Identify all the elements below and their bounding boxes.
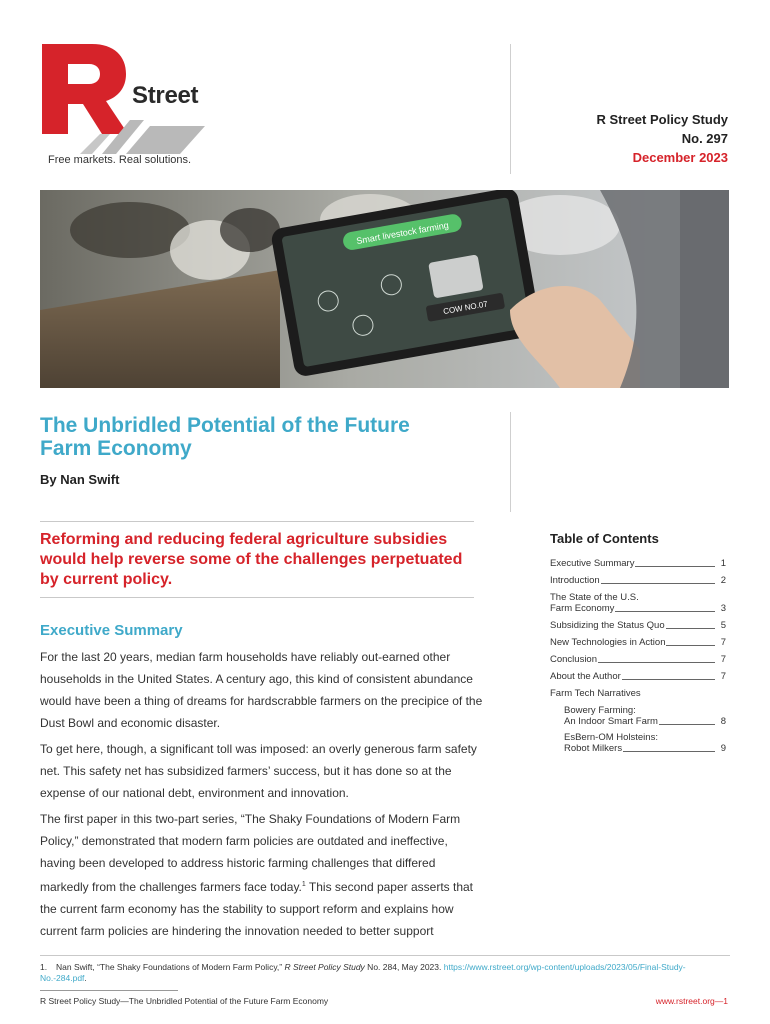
footnote-1	[40, 962, 730, 984]
toc-item-esbern[interactable]	[550, 743, 726, 754]
hero-image	[40, 190, 729, 388]
footnote-text-b: No. 284, May 2023.	[364, 962, 444, 972]
footnote-link[interactable]: https://www.rstreet.org/wp-content/uploads/2023/05/Final-Study-No.-284.pdf	[40, 962, 686, 983]
toc-page: 7	[720, 671, 726, 682]
toc-label: New Technologies in Action	[550, 637, 666, 648]
logo-word: Street	[132, 82, 199, 109]
toc-label: Executive Summary	[550, 558, 635, 569]
toc-item-executive-summary[interactable]	[550, 558, 726, 569]
footnote-number: 1.	[40, 962, 48, 972]
tablet-cow-label: COW NO.07	[442, 299, 489, 317]
toc-leader	[615, 611, 715, 612]
pullquote-rule-top	[40, 521, 474, 522]
toc-leader	[659, 724, 715, 725]
toc-page: 9	[720, 743, 726, 754]
toc-label: Robot Milkers	[564, 743, 623, 754]
study-block	[597, 110, 728, 167]
footnote-ref-1[interactable]: 1	[301, 881, 306, 888]
toc-item-state-of-farm-economy[interactable]	[550, 603, 726, 614]
hero-illustration	[40, 190, 729, 388]
toc-heading: Table of Contents	[550, 531, 659, 546]
pullquote: Reforming and reducing federal agriculture subsidies would help reverse some of the challenges perpetuated by current policy.	[40, 531, 463, 588]
paragraph-1: For the last 20 years, median farm households have reliably out-earned other households in the United States. A century ago, this kind of consistent abundance would have been a thing of dreams for hardscrabble farmers on the precipice of the Dust Bowl and economic disaster.	[40, 650, 483, 730]
study-number: No. 297	[681, 131, 728, 146]
tagline: Free markets. Real solutions.	[48, 154, 192, 166]
toc-leader	[635, 566, 715, 567]
paragraph-3-part-a: The first paper in this two-part series, “The Shaky Foundations of Modern Farm Policy,” demonstrated that modern farm policies are outdated and ineffective, having been developed to address historic farming challenges that differed markedly from the challenges farmers face today.	[40, 812, 461, 894]
tablet-screen-title: Smart livestock farming	[355, 219, 450, 247]
toc-page: 1	[720, 558, 726, 569]
toc-label: An Indoor Smart Farm	[564, 716, 658, 727]
paragraph-3-part-b: This second paper asserts that the current farm economy has the stability to support reform and explains how current farm policies are hindering the innovation needed to better support	[40, 880, 473, 938]
toc-leader	[666, 628, 715, 629]
toc-page: 7	[720, 654, 726, 665]
toc-page: 3	[720, 603, 726, 614]
toc-page: 5	[720, 620, 726, 631]
paragraph-3	[40, 808, 486, 942]
toc-leader	[622, 679, 715, 680]
toc-label: About the Author	[550, 671, 621, 682]
toc-page: 8	[720, 716, 726, 727]
table-of-contents	[550, 558, 726, 759]
toc-group-farm-tech-narratives: Farm Tech Narratives	[550, 688, 641, 699]
divider-top	[510, 44, 511, 174]
toc-item-introduction[interactable]	[550, 575, 726, 586]
pullquote-rule-bottom	[40, 597, 474, 598]
toc-leader	[601, 583, 715, 584]
study-date: December 2023	[632, 150, 728, 165]
author: By Nan Swift	[40, 472, 120, 487]
toc-label-line[interactable]: The State of the U.S.	[550, 592, 639, 603]
footnote-text-a: Nan Swift, “The Shaky Foundations of Modern Farm Policy,”	[56, 962, 285, 972]
toc-label-line[interactable]: EsBern-OM Holsteins:	[564, 732, 658, 743]
toc-item-subsidizing[interactable]	[550, 620, 726, 631]
paragraph-2: To get here, though, a significant toll was imposed: an overly generous farm safety net. This safety net has subsidized farmers’ success, but it has done so at the expense of our national debt, environment and innovation.	[40, 742, 477, 800]
footer-rule	[40, 990, 178, 991]
toc-item-conclusion[interactable]	[550, 654, 726, 665]
page-title: The Unbridled Potential of the Future Farm Economy	[40, 414, 410, 460]
toc-label: Conclusion	[550, 654, 597, 665]
toc-label-line[interactable]: Bowery Farming:	[564, 705, 636, 716]
toc-item-bowery[interactable]	[550, 716, 726, 727]
toc-leader	[598, 662, 715, 663]
toc-item-new-technologies[interactable]	[550, 637, 726, 648]
toc-label: Introduction	[550, 575, 600, 586]
study-series: R Street Policy Study	[596, 112, 728, 127]
footnote-tail: .	[84, 973, 87, 983]
toc-leader	[666, 645, 715, 646]
toc-item-about-author[interactable]	[550, 671, 726, 682]
footnote-rule	[40, 955, 730, 956]
toc-label: Farm Economy	[550, 603, 615, 614]
footer-left: R Street Policy Study—The Unbridled Potential of the Future Farm Economy	[40, 996, 329, 1006]
divider-mid	[510, 412, 511, 512]
section-heading-executive-summary: Executive Summary	[40, 622, 183, 639]
toc-label: Subsidizing the Status Quo	[550, 620, 665, 631]
toc-page: 7	[720, 637, 726, 648]
toc-leader	[623, 751, 715, 752]
footnote-italic: R Street Policy Study	[284, 962, 365, 972]
toc-page: 2	[720, 575, 726, 586]
r-street-logo	[40, 42, 210, 172]
footer-page-link[interactable]: www.rstreet.org—1	[655, 996, 728, 1006]
